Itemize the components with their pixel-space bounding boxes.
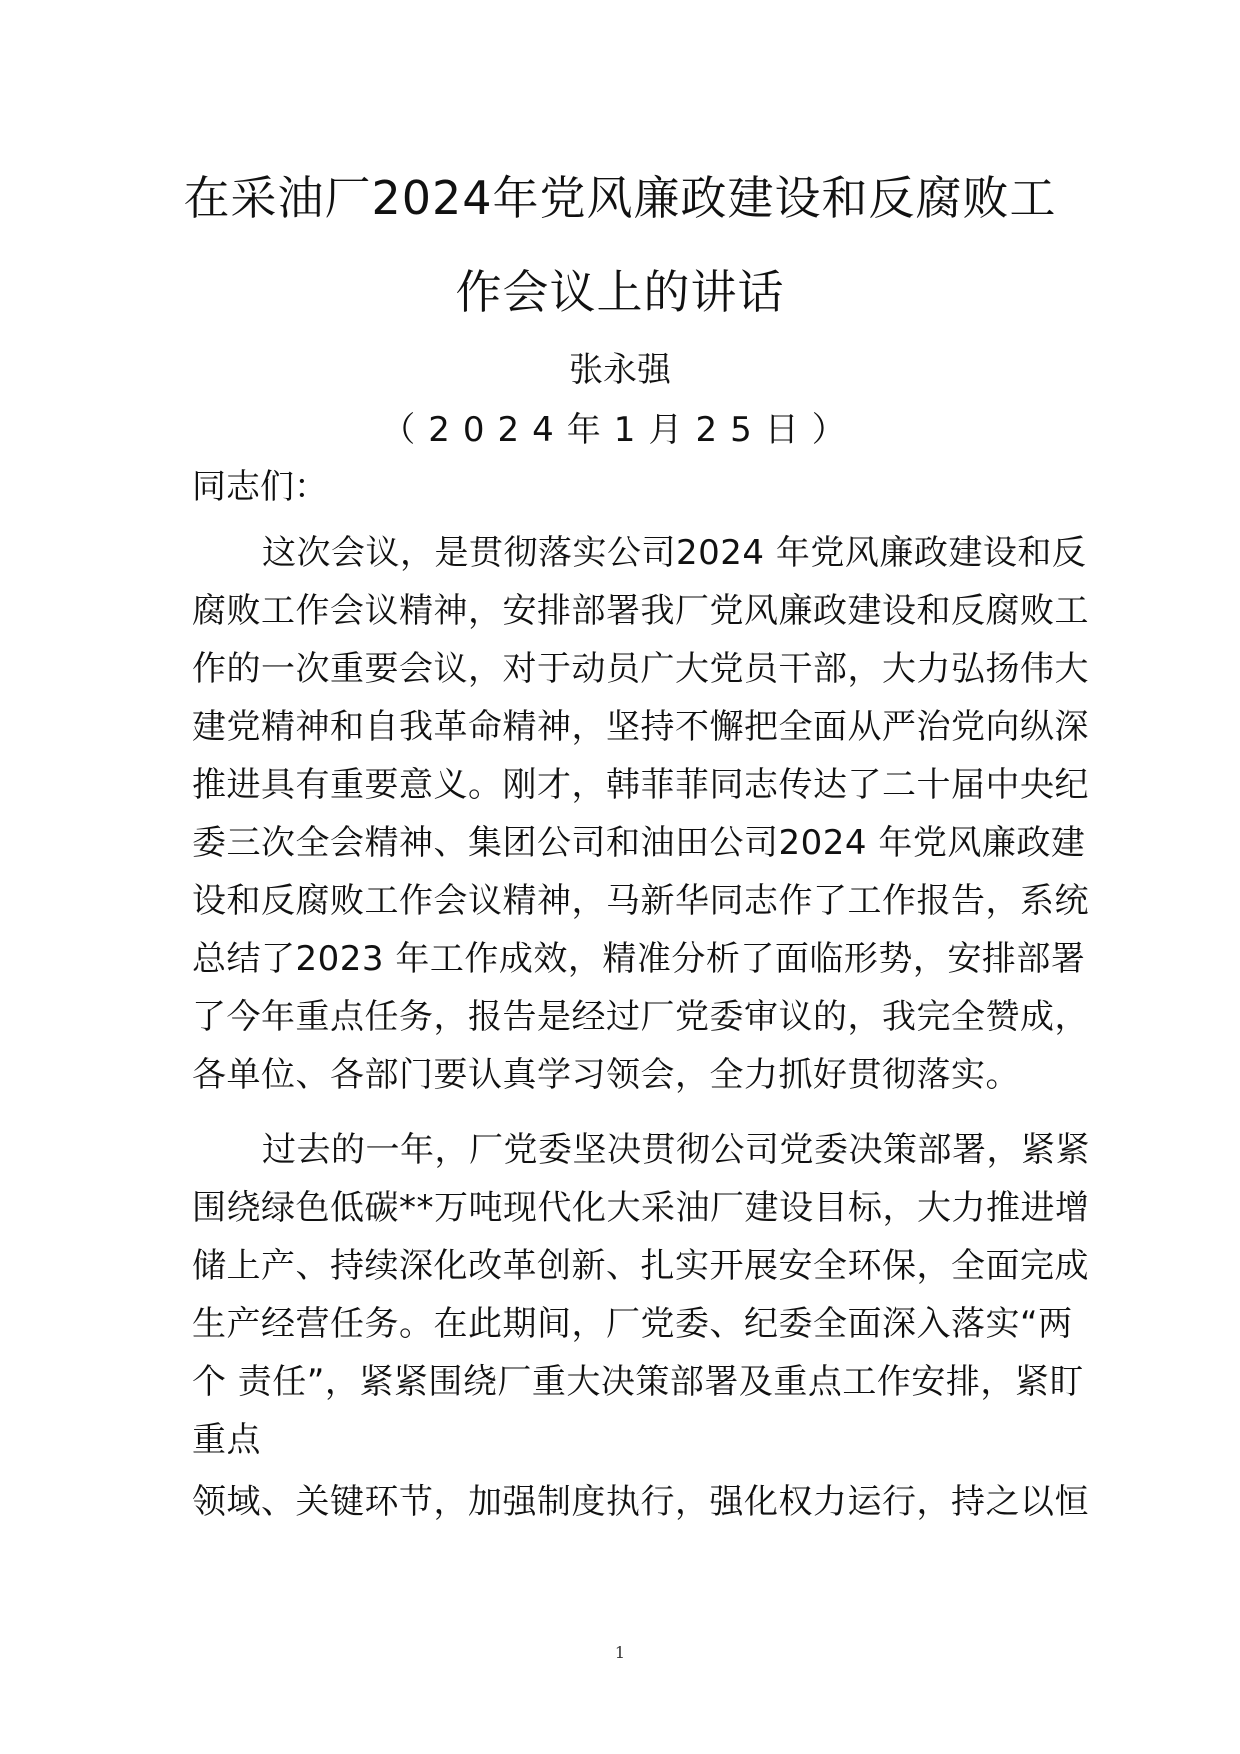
paragraph-line: 这次会议，是贯彻落实公司2024 年党风廉政建设和反 xyxy=(262,533,1087,573)
paragraph-line: 个 责任”，紧紧围绕厂重大决策部署及重点工作安排，紧盯 xyxy=(192,1362,1084,1402)
paragraph-line: 委三次全会精神、集团公司和油田公司2024 年党风廉政建 xyxy=(192,823,1086,863)
paragraph-line: 作的一次重要会议，对于动员广大党员干部，大力弘扬伟大 xyxy=(192,649,1089,689)
paragraph-line: 腐败工作会议精神，安排部署我厂党风廉政建设和反腐败工 xyxy=(192,591,1089,631)
paragraph-line: 总结了2023 年工作成效，精准分析了面临形势，安排部署 xyxy=(192,939,1086,979)
paragraph-line: 领域、关键环节，加强制度执行，强化权力运行，持之以恒 xyxy=(192,1482,1089,1522)
paragraph-line: 了今年重点任务，报告是经过厂党委审议的，我完全赞成， xyxy=(192,997,1089,1037)
salutation: 同志们： xyxy=(192,467,328,507)
paragraph-line: 建党精神和自我革命精神，坚持不懈把全面从严治党向纵深 xyxy=(192,707,1089,747)
paragraph-line: 设和反腐败工作会议精神，马新华同志作了工作报告，系统 xyxy=(192,881,1089,921)
paragraph-line: 过去的一年，厂党委坚决贯彻公司党委决策部署，紧紧 xyxy=(262,1130,1090,1170)
page-number: 1 xyxy=(614,1643,626,1662)
title-line-1: 在采油厂2024年党风廉政建设和反腐败工 xyxy=(183,171,1057,225)
paragraph-line: 各单位、各部门要认真学习领会，全力抓好贯彻落实。 xyxy=(192,1055,1020,1095)
paragraph-line: 重点 xyxy=(192,1420,261,1460)
paragraph-line: 推进具有重要意义。刚才，韩菲菲同志传达了二十届中央纪 xyxy=(192,765,1089,805)
author-name: 张永强 xyxy=(569,350,671,390)
title-line-2: 作会议上的讲话 xyxy=(455,265,785,319)
paragraph-line: 生产经营任务。在此期间，厂党委、纪委全面深入落实“两 xyxy=(192,1304,1073,1344)
paragraph-line: 储上产、持续深化改革创新、扎实开展安全环保，全面完成 xyxy=(192,1246,1089,1286)
paragraph-line: 围绕绿色低碳**万吨现代化大采油厂建设目标，大力推进增 xyxy=(192,1188,1090,1228)
speech-date: （2024年1月25日） xyxy=(381,410,859,450)
